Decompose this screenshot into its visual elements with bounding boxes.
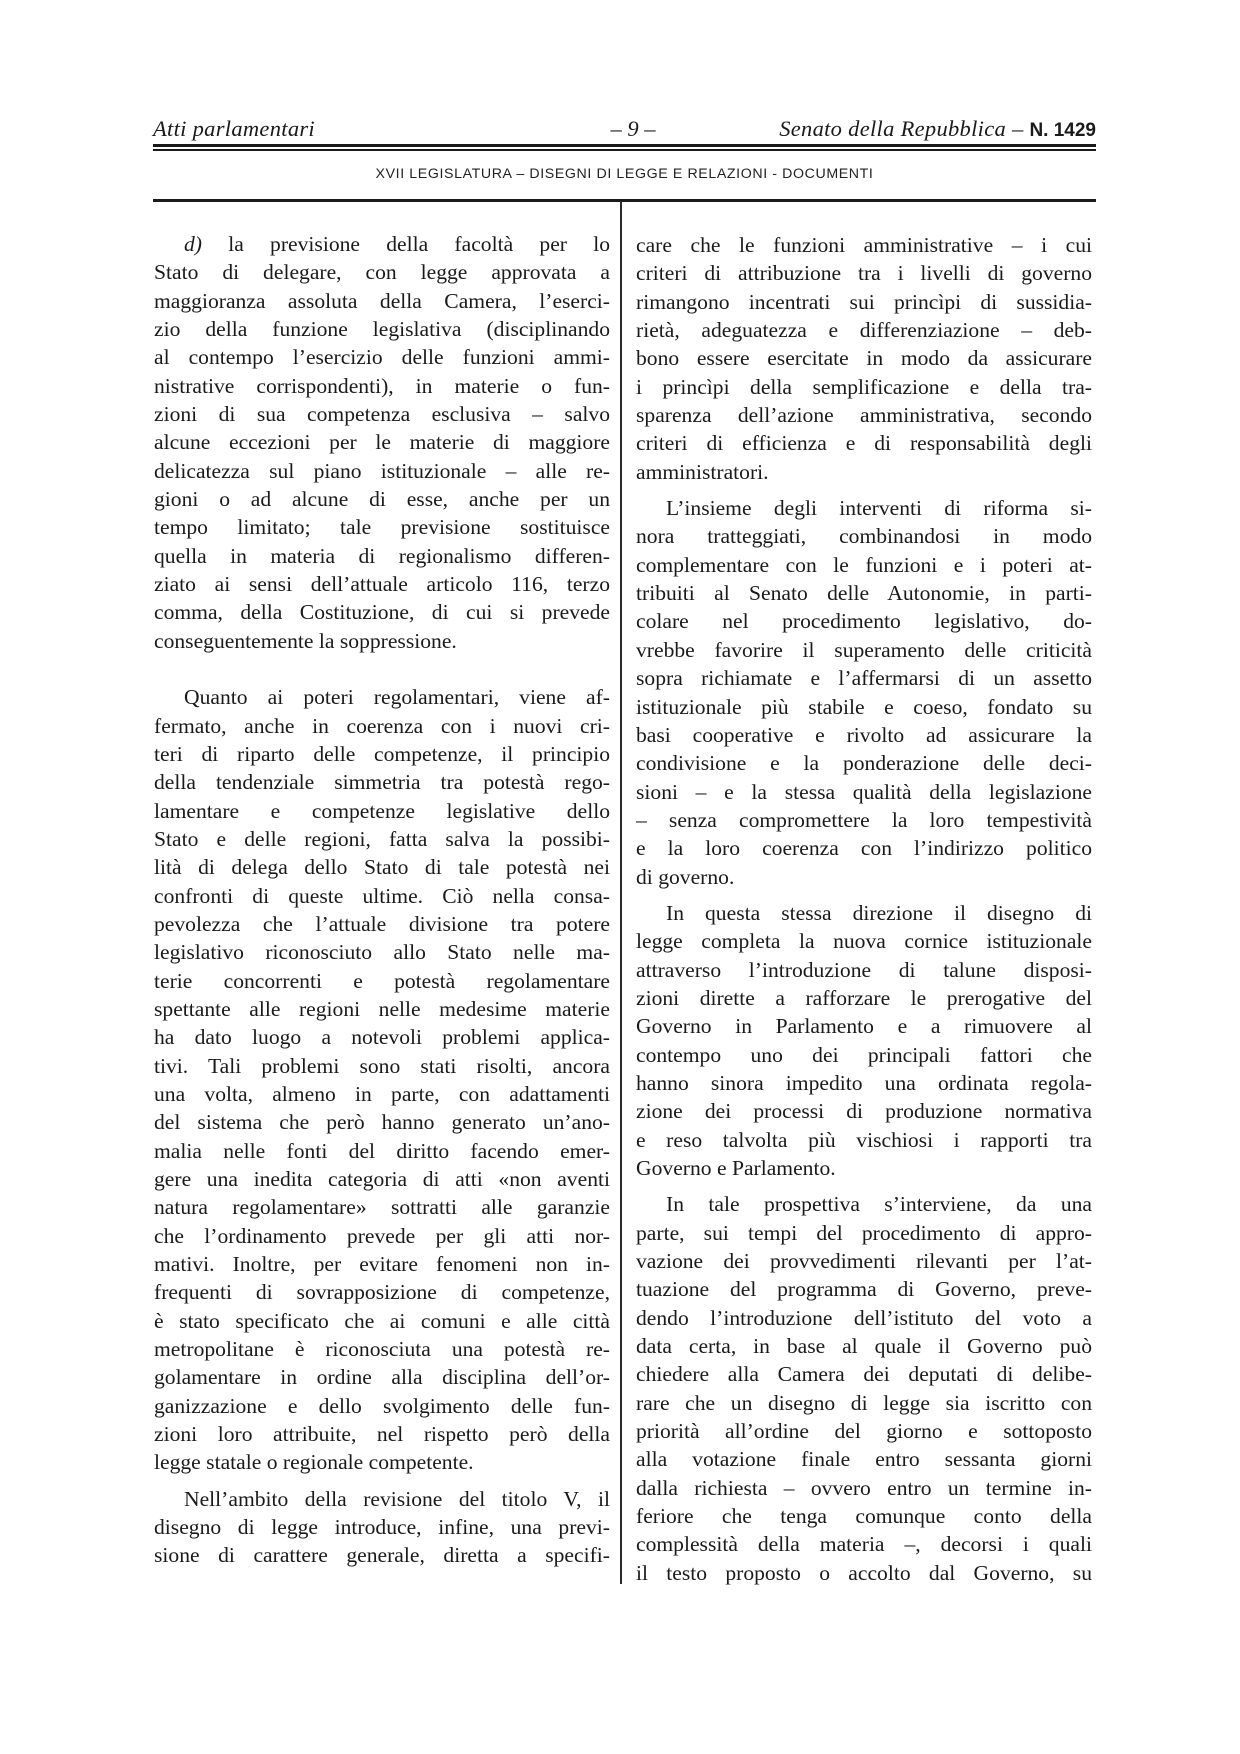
line-text: nistrative corrispondenti), in materie o fun- — [154, 373, 610, 398]
text-line — [636, 1530, 1092, 1558]
text-line — [636, 1069, 1092, 1097]
line-text: vazione dei provvedimenti rilevanti per l’at- — [636, 1249, 1092, 1274]
line-text: dalla richiesta – ovvero entro un termine in- — [636, 1475, 1092, 1500]
text-line — [636, 259, 1092, 287]
line-text: ha dato luogo a notevoli problemi applica- — [154, 1025, 610, 1050]
right-column — [636, 231, 1092, 1587]
line-text: attraverso l’introduzione di talune disposi- — [636, 957, 1092, 982]
line-text: legge statale o regionale competente. — [154, 1450, 474, 1475]
text-line — [154, 542, 610, 570]
text-line — [154, 287, 610, 315]
line-text: data certa, in base al quale il Governo può — [636, 1334, 1092, 1359]
paragraph-stessa-direzione — [636, 899, 1092, 1182]
text-line — [154, 712, 610, 740]
text-line — [636, 693, 1092, 721]
line-text: golamentare in ordine alla disciplina dell’or- — [154, 1365, 610, 1390]
line-text: tuazione del programma di Governo, preve- — [636, 1277, 1092, 1302]
text-line — [154, 1193, 610, 1221]
text-line — [154, 627, 610, 655]
header-chamber-label: Senato della Repubblica – — [779, 116, 1024, 141]
line-text: il testo proposto o accolto dal Governo, su — [636, 1560, 1092, 1585]
text-line — [154, 315, 610, 343]
header-rule-thick — [153, 144, 1096, 147]
line-text: zioni di sua competenza esclusiva – salvo — [154, 402, 610, 427]
text-line — [154, 797, 610, 825]
text-line — [636, 231, 1092, 259]
line-text: In questa stessa direzione il disegno di — [666, 900, 1092, 925]
line-text: i princìpi della semplificazione e della tra- — [636, 374, 1092, 399]
text-line — [154, 457, 610, 485]
line-text: complessità della materia –, decorsi i quali — [636, 1532, 1092, 1557]
text-line — [154, 428, 610, 456]
line-text: hanno sinora impedito una ordinata regola- — [636, 1070, 1092, 1095]
text-line — [154, 1513, 610, 1541]
paragraph-d — [154, 230, 610, 655]
line-text: sopra richiamate e l’affermarsi di un assetto — [636, 666, 1092, 691]
text-line — [154, 372, 610, 400]
text-line — [636, 373, 1092, 401]
line-text: bono essere esercitate in modo da assicurare — [636, 346, 1092, 371]
column-divider — [620, 201, 622, 1584]
line-text: sione di carattere generale, diretta a specifi- — [154, 1543, 610, 1568]
text-line — [154, 1448, 610, 1476]
line-text: criteri di efficienza e di responsabilità degli — [636, 431, 1092, 456]
line-text: Stato e delle regioni, fatta salva la possibi- — [154, 826, 610, 851]
line-text: disegno di legge introduce, infine, una previ- — [154, 1515, 610, 1540]
text-line — [154, 995, 610, 1023]
header-doc-number: N. 1429 — [1029, 120, 1096, 141]
text-line — [636, 1097, 1092, 1125]
line-text: L’insieme degli interventi di riforma si- — [666, 496, 1092, 521]
line-text: alla votazione finale entro sessanta giorni — [636, 1447, 1092, 1472]
text-line — [636, 1275, 1092, 1303]
text-line — [154, 1307, 610, 1335]
line-text: alcune eccezioni per le materie di maggiore — [154, 430, 610, 455]
paragraph-funzioni-amministrative — [636, 231, 1092, 486]
line-text: è stato specificato che ai comuni e alle città — [154, 1308, 610, 1333]
text-line — [154, 825, 610, 853]
text-line — [636, 1154, 1092, 1182]
text-line — [636, 288, 1092, 316]
text-line — [636, 721, 1092, 749]
line-text: maggioranza assoluta della Camera, l’eserci- — [154, 288, 610, 313]
paragraph-regolamentari — [154, 683, 610, 1477]
text-line — [154, 1420, 610, 1448]
text-line — [636, 1247, 1092, 1275]
text-line — [154, 230, 610, 258]
text-line — [154, 938, 610, 966]
paragraph-prospettiva — [636, 1190, 1092, 1587]
text-line — [636, 1012, 1092, 1040]
text-line — [636, 1304, 1092, 1332]
paragraph-insieme-interventi — [636, 494, 1092, 891]
line-text: frequenti di sovrapposizione di competenze, — [154, 1280, 610, 1305]
text-line — [154, 1080, 610, 1108]
text-line — [636, 956, 1092, 984]
header-chamber — [779, 116, 1096, 142]
text-line — [154, 882, 610, 910]
line-text: lamentare e competenze legislative dello — [154, 798, 610, 823]
line-text: amministratori. — [636, 459, 769, 484]
line-text: Quanto ai poteri regolamentari, viene af- — [184, 685, 610, 710]
text-line — [154, 1485, 610, 1513]
text-line — [636, 579, 1092, 607]
text-line — [636, 806, 1092, 834]
line-text: tivi. Tali problemi sono stati risolti, ancora — [154, 1053, 610, 1078]
line-text: vrebbe favorire il superamento delle criticità — [636, 637, 1092, 662]
line-text: colare nel procedimento legislativo, do- — [636, 609, 1092, 634]
line-text: confronti di queste ultime. Ciò nella consa- — [154, 883, 610, 908]
text-line — [154, 967, 610, 995]
text-line — [154, 1108, 610, 1136]
line-text: legge completa la nuova cornice istituzionale — [636, 929, 1092, 954]
text-line — [154, 1165, 610, 1193]
paragraph-titolo-v — [154, 1485, 610, 1570]
line-text: sparenza dell’azione amministrativa, secondo — [636, 403, 1092, 428]
line-text: una volta, almeno in parte, con adattamenti — [154, 1081, 610, 1106]
text-line — [636, 636, 1092, 664]
text-line — [154, 1052, 610, 1080]
line-text: ziato ai sensi dell’attuale articolo 116, terzo — [154, 572, 610, 597]
text-line — [636, 1219, 1092, 1247]
text-line — [154, 258, 610, 286]
line-text: ganizzazione e dello svolgimento delle fun- — [154, 1393, 610, 1418]
text-line — [154, 485, 610, 513]
header-page-number: – 9 – — [610, 116, 656, 141]
line-text: priorità all’ordine del giorno e sottoposto — [636, 1419, 1092, 1444]
line-text: legislativo riconosciuto allo Stato nelle ma- — [154, 940, 610, 965]
text-line — [636, 1190, 1092, 1218]
line-text: lità di delega dello Stato di tale potestà nei — [154, 855, 610, 880]
text-line — [154, 1137, 610, 1165]
line-text: che l’ordinamento prevede per gli atti nor- — [154, 1223, 610, 1248]
text-line — [636, 1502, 1092, 1530]
text-line — [636, 458, 1092, 486]
text-line — [636, 1389, 1092, 1417]
text-line — [636, 316, 1092, 344]
text-line — [154, 1392, 610, 1420]
line-text: delicatezza sul piano istituzionale – alle re- — [154, 458, 610, 483]
text-line — [154, 853, 610, 881]
text-line — [154, 1023, 610, 1051]
line-text: del sistema che però hanno generato un’ano- — [154, 1110, 610, 1135]
line-text: e la loro coerenza con l’indirizzo politico — [636, 836, 1092, 861]
text-line — [154, 1363, 610, 1391]
text-line — [154, 683, 610, 711]
line-text: criteri di attribuzione tra i livelli di governo — [636, 261, 1092, 286]
text-line — [636, 551, 1092, 579]
text-line — [636, 778, 1092, 806]
text-line — [636, 1559, 1092, 1587]
text-line — [636, 834, 1092, 862]
text-line — [154, 768, 610, 796]
text-line — [636, 1360, 1092, 1388]
line-text: rimangono incentrati sui princìpi di sussidia- — [636, 289, 1092, 314]
text-line — [154, 570, 610, 598]
text-line — [154, 598, 610, 626]
line-text: Governo in Parlamento e a rimuovere al — [636, 1014, 1092, 1039]
line-text: comma, della Costituzione, di cui si prevede — [154, 600, 610, 625]
text-line — [154, 400, 610, 428]
line-text: natura regolamentare» sottratti alle garanzie — [154, 1195, 610, 1220]
text-line — [636, 899, 1092, 927]
text-line — [154, 1335, 610, 1363]
line-text: mativi. Inoltre, per evitare fenomeni non in- — [154, 1252, 610, 1277]
text-line — [636, 401, 1092, 429]
text-line — [636, 1445, 1092, 1473]
header-rule-thin — [153, 149, 1096, 151]
running-header — [153, 116, 1096, 144]
left-column — [154, 230, 610, 1570]
line-text: basi cooperative e rivolto ad assicurare la — [636, 722, 1092, 747]
text-line — [154, 1541, 610, 1569]
text-line — [154, 1278, 610, 1306]
list-marker: d) — [184, 232, 202, 256]
line-text: malia nelle fonti del diritto facendo emer- — [154, 1138, 610, 1163]
line-text: tempo limitato; tale previsione sostituisce — [154, 515, 610, 540]
text-line — [636, 429, 1092, 457]
line-text: feriore che tenga comunque conto della — [636, 1504, 1092, 1529]
line-text: parte, sui tempi del procedimento di appro- — [636, 1220, 1092, 1245]
text-line — [154, 910, 610, 938]
line-text: nora tratteggiati, combinandosi in modo — [636, 524, 1092, 549]
line-text: condivisione e la ponderazione delle deci- — [636, 751, 1092, 776]
line-text: zioni dirette a rafforzare le prerogative del — [636, 985, 1092, 1010]
line-text: zio della funzione legislativa (disciplinando — [154, 317, 610, 342]
line-text: spettante alle regioni nelle medesime materie — [154, 996, 610, 1021]
line-text: gere una inedita categoria di atti «non aventi — [154, 1167, 610, 1191]
line-text: fermato, anche in coerenza con i nuovi cri- — [154, 713, 610, 738]
line-text: Nell’ambito della revisione del titolo V, il — [184, 1486, 610, 1511]
text-line — [154, 343, 610, 371]
text-line — [154, 513, 610, 541]
line-text: rietà, adeguatezza e differenziazione – deb- — [636, 318, 1092, 343]
line-text: di governo. — [636, 864, 735, 889]
text-line — [636, 607, 1092, 635]
text-line — [636, 344, 1092, 372]
line-text: al contempo l’esercizio delle funzioni ammi- — [154, 345, 610, 370]
text-line — [636, 494, 1092, 522]
text-line — [636, 522, 1092, 550]
line-text: sioni – e la stessa qualità della legislazione — [636, 779, 1092, 804]
line-text: – senza compromettere la loro tempestività — [636, 807, 1092, 832]
line-text: pevolezza che l’attuale divisione tra potere — [154, 911, 610, 936]
text-line — [636, 1417, 1092, 1445]
line-text: Governo e Parlamento. — [636, 1156, 836, 1180]
line-text: della tendenziale simmetria tra potestà rego- — [154, 770, 610, 795]
line-text: teri di riparto delle competenze, il principio — [154, 741, 610, 766]
text-line — [636, 1332, 1092, 1360]
text-line — [154, 1250, 610, 1278]
text-line — [636, 1041, 1092, 1069]
line-text: dendo l’introduzione dell’istituto del voto a — [636, 1305, 1092, 1330]
text-line — [636, 863, 1092, 891]
line-text: quella in materia di regionalismo differen- — [154, 543, 610, 568]
line-text: metropolitane è riconosciuta una potestà re- — [154, 1337, 610, 1362]
line-text: In tale prospettiva s’interviene, da una — [666, 1192, 1092, 1217]
header-publication: Atti parlamentari — [153, 116, 315, 141]
line-text: la previsione della facoltà per lo — [202, 232, 610, 256]
line-text: terie concorrenti e potestà regolamentare — [154, 968, 610, 993]
text-line — [636, 749, 1092, 777]
text-line — [154, 1222, 610, 1250]
line-text: istituzionale più stabile e coeso, fondato su — [636, 694, 1092, 719]
line-text: gioni o ad alcune di esse, anche per un — [154, 487, 610, 512]
text-line — [636, 984, 1092, 1012]
line-text: tribuiti al Senato delle Autonomie, in parti- — [636, 581, 1092, 606]
header-subheading: XVII LEGISLATURA – DISEGNI DI LEGGE E RELAZIONI - DOCUMENTI — [375, 166, 874, 182]
line-text: contempo uno dei principali fattori che — [636, 1042, 1092, 1067]
body-top-rule — [153, 199, 1096, 202]
text-line — [636, 1126, 1092, 1154]
line-text: e reso talvolta più vischiosi i rapporti tra — [636, 1127, 1092, 1152]
line-text: rare che un disegno di legge sia iscritto con — [636, 1390, 1092, 1415]
text-line — [636, 664, 1092, 692]
line-text: zioni loro attribuite, nel rispetto però della — [154, 1422, 610, 1447]
text-line — [154, 740, 610, 768]
line-text: conseguentemente la soppressione. — [154, 628, 457, 653]
line-text: care che le funzioni amministrative – i cui — [636, 233, 1092, 257]
line-text: Stato di delegare, con legge approvata a — [154, 260, 610, 285]
text-line — [636, 1474, 1092, 1502]
line-text: complementare con le funzioni e i poteri at- — [636, 552, 1092, 577]
line-text: zione dei processi di produzione normativa — [636, 1099, 1092, 1124]
line-text: chiedere alla Camera dei deputati di delibe- — [636, 1362, 1092, 1387]
text-line — [636, 927, 1092, 955]
